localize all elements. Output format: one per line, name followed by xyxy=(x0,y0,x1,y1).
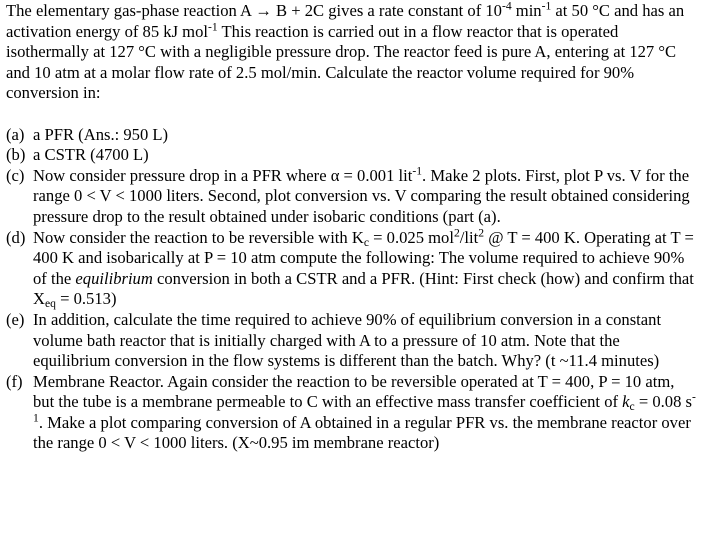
part-c-exponent: -1 xyxy=(412,164,423,178)
intro-text-5: This reaction is carried out in a flow reactor that is operated isothermally at 127 °C with a negligible pressure drop. The reactor feed is pure A, entering at 127 °C and 10 atm at a molar flow rate of 2.5 mol/min. Calculate the reactor volume required for 90% conversion in: xyxy=(6,21,677,103)
part-d-text-1: Now consider the reaction to be reversible with K xyxy=(33,227,364,247)
part-d-label: (d) xyxy=(6,227,26,247)
part-d-text-2: = 0.025 mol xyxy=(369,227,454,247)
part-d xyxy=(6,228,696,310)
min-exponent: -1 xyxy=(541,0,552,13)
part-b-text: a CSTR (4700 L) xyxy=(33,145,149,165)
part-d-lit-exponent: 2 xyxy=(478,226,485,240)
part-c-text xyxy=(33,166,696,228)
part-d-xeq-subscript: eq xyxy=(44,297,56,311)
part-a-label: (a) xyxy=(6,124,25,144)
rate-constant-exponent: -4 xyxy=(501,0,512,13)
part-d-text-6: = 0.513) xyxy=(55,289,117,309)
part-f-label: (f) xyxy=(6,371,23,391)
part-d-mol-exponent: 2 xyxy=(453,226,460,240)
problem-statement xyxy=(6,1,696,104)
part-a-text: a PFR (Ans.: 950 L) xyxy=(33,124,169,144)
part-c xyxy=(6,166,696,228)
part-f-k-italic: k xyxy=(622,392,630,412)
part-b-label: (b) xyxy=(6,145,26,165)
intro-text-1: The elementary gas-phase reaction A xyxy=(6,1,256,20)
part-f-kc-subscript: c xyxy=(629,400,635,414)
part-d-text-3: /lit xyxy=(459,227,479,247)
part-f-text-3: . Make a plot comparing conversion of A obtained in a regular PFR vs. the membrane reactor over the range 0 < V < 1000 liters. (X~0.95 im membrane reactor) xyxy=(33,412,691,453)
part-e xyxy=(6,310,696,372)
part-d-kc-subscript: c xyxy=(363,235,370,249)
part-b xyxy=(6,145,696,166)
part-c-text-1: Now consider pressure drop in a PFR where α = 0.001 lit xyxy=(33,165,413,185)
part-f-text-1: Membrane Reactor. Again consider the reaction to be reversible operated at T = 400, P = 10 atm, but the tube is a membrane permeable to C with an effective mass transfer coefficient of xyxy=(33,371,675,412)
part-e-label: (e) xyxy=(6,309,25,329)
problem-parts-list xyxy=(6,125,696,455)
intro-text-4: at 50 °C and has an activation energy of 85 kJ mol xyxy=(6,1,685,41)
part-a xyxy=(6,125,696,146)
part-d-text-4: @ T = 400 K. Operating at T = 400 K and isobarically at P = 10 atm compute the following: The volume required to achieve 90% of the xyxy=(33,227,694,288)
intro-text-2: B + 2C gives a rate constant of 10 xyxy=(271,1,502,20)
part-f-exponent: -1 xyxy=(33,390,696,425)
part-f-text-2: = 0.08 s xyxy=(634,392,693,412)
intro-text-3: min xyxy=(511,1,542,20)
mol-exponent: -1 xyxy=(208,20,218,34)
part-c-text-2: . Make 2 plots. First, plot P vs. V for the range 0 < V < 1000 liters. Second, plot conversion vs. V comparing the result obtained considering pressure drop to the result obtained under isobaric conditions (part (a). xyxy=(33,165,690,226)
part-e-text: In addition, calculate the time required to achieve 90% of equilibrium conversion in a constant volume bath reactor that is initially charged with A to a pressure of 10 atm. Note that the equilibrium conversion in the flow systems is different than the batch. Why? (t ~11.4 minutes) xyxy=(33,309,662,371)
part-d-text-5: conversion in both a CSTR and a PFR. (Hint: First check (how) and confirm that X xyxy=(33,268,694,309)
part-d-text xyxy=(33,228,696,310)
part-c-label: (c) xyxy=(6,165,25,185)
reaction-arrow: → xyxy=(255,1,272,20)
part-f-text xyxy=(33,372,696,454)
part-d-equilibrium-italic: equilibrium xyxy=(75,268,153,288)
part-f xyxy=(6,372,696,454)
problem-document xyxy=(6,1,696,454)
